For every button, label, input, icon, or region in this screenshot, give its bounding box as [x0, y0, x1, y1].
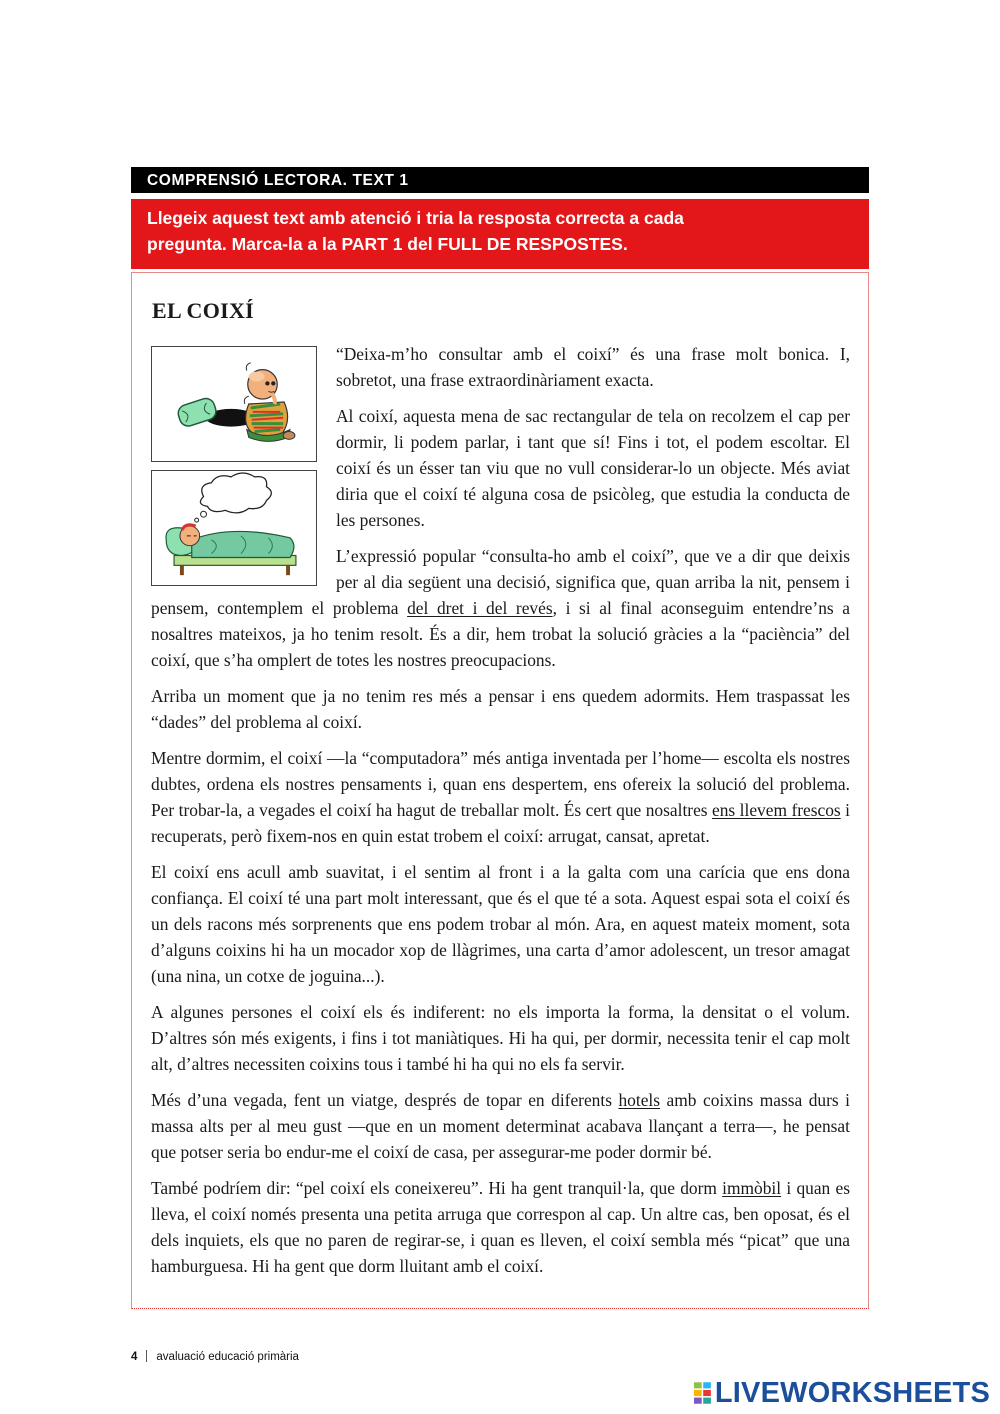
story-paragraph-8-end: amb coixins massa durs i massa alts per al meu gust —que en un moment determinat acabava llançant a terra—, he pensat que potser seria bo endur-me el coixí de casa, per assegurar-me poder dormir bé.	[151, 1090, 850, 1162]
story-paragraph-8-start: Més d’una vegada, fent un viatge, després de topar en diferents	[151, 1090, 619, 1110]
instructions-banner	[131, 199, 869, 269]
story-paragraph-3-end: , i si al final aconseguim entendre’ns a nosaltres mateixos, ja ho tenim resolt. És a dir, hem trobat la solució gràcies a la “paciència” del coixí, que s’ha omplert de totes les nostres preocupacions.	[151, 598, 850, 670]
page-number: 4	[131, 1351, 138, 1363]
story-paragraph-9-start: També podríem dir: “pel coixí els coneixereu”. Hi ha gent tranquil·la, que dorm	[151, 1178, 723, 1198]
story-paragraph-5-start: Mentre dormim, el coixí —la “computadora” més antiga inventada per l’home— escolta els nostres dubtes, ordena els nostres pensaments i, quan ens despertem, ens ofereix la solució del problema. Per trobar-la, a vegades el coixí ha hagut de treballar molt. És cert que nosaltres	[151, 748, 850, 820]
story-paragraph-6: El coixí ens acull amb suavitat, i el sentim al front i a la galta com una carícia que ens dona confiança. El coixí té una part molt interessant, que és el que té a sota. Aquest espai sota el coixí és un dels racons més sorprenents que ens podem trobar al món. Ara, en aquest mateix moment, sota d’alguns coixins hi ha un mocador xop de llàgrimes, una carta d’amor adolescent, un tresor amagat (una nina, un cotxe de joguina...).	[151, 862, 850, 986]
page-footer	[131, 1350, 299, 1363]
section-title: COMPRENSIÓ LECTORA. TEXT 1	[147, 172, 409, 189]
underlined-expression-ens-llevem-frescos: ens llevem frescos	[712, 800, 841, 820]
liveworksheets-brand: LIVEWORKSHEETS	[714, 1376, 990, 1409]
story-paragraph-1: “Deixa-m’ho consultar amb el coixí” és una frase molt bonica. I, sobretot, una frase extraordinàriament exacta.	[336, 344, 850, 390]
underlined-word-hotels: hotels	[618, 1090, 661, 1110]
instructions-line-1: Llegeix aquest text amb atenció i tria la resposta correcta a cada	[147, 208, 684, 228]
liveworksheets-logo-icon	[694, 1379, 711, 1407]
underlined-expression-del-dret-i-del-reves: del dret i del revés	[407, 598, 553, 618]
section-title-bar	[131, 167, 869, 193]
story-title: EL COIXÍ	[152, 298, 255, 323]
story-paragraph-9	[151, 1175, 850, 1279]
footer-divider	[146, 1350, 147, 1362]
illustration-spacer	[151, 341, 336, 583]
story-paragraph-3-start: L’expressió popular “consulta-ho amb el coixí”, que ve a dir que deixis per al dia següent una decisió, significa que, quan arriba la nit, pensem i pensem, contemplem el problema	[151, 546, 850, 618]
story-paragraph-8	[151, 1087, 850, 1165]
story-paragraph-4: Arriba un moment que ja no tenim res més a pensar i ens quedem adormits. Hem traspassat les “dades” del problema al coixí.	[151, 686, 850, 732]
story-paragraph-5-end: i recuperats, però fixem-nos en quin estat trobem el coixí: arrugat, cansat, apretat.	[151, 800, 850, 846]
underlined-word-immobil: immòbil	[722, 1178, 782, 1198]
story-body	[151, 341, 850, 1289]
story-paragraph-5	[151, 745, 850, 849]
story-paragraph-9-end: i quan es lleva, el coixí només presenta una petita arruga que correspon al cap. Un altre cas, ben oposat, és el dels inquiets, els que no paren de regirar-se, i quan es lleven, el coixí sembla més “picat” que una hamburguesa. Hi ha gent que dorm lluitant amb el coixí.	[151, 1178, 850, 1276]
publication-name: avaluació educació primària	[156, 1351, 299, 1363]
story-paragraph-2: Al coixí, aquesta mena de sac rectangular de tela on recolzem el cap per dormir, li podem parlar, i tant que sí! Fins i tot, el podem escoltar. El coixí és un ésser tan viu que no vull considerar-lo un objecte. Més aviat diria que el coixí té alguna cosa de psicòleg, que estudia la conducta de les persones.	[336, 406, 850, 530]
liveworksheets-watermark	[694, 1376, 990, 1410]
instructions-line-2: pregunta. Marca-la a la PART 1 del FULL DE RESPOSTES.	[147, 234, 628, 254]
story-paragraph-7: A algunes persones el coixí els és indiferent: no els importa la forma, la densitat o el volum. D’altres són més exigents, i fins i tot maniàtiques. Hi ha qui, per dormir, necessita tenir el cap molt alt, d’altres necessiten coixins tous i també hi ha qui no els fa servir.	[151, 1002, 850, 1074]
